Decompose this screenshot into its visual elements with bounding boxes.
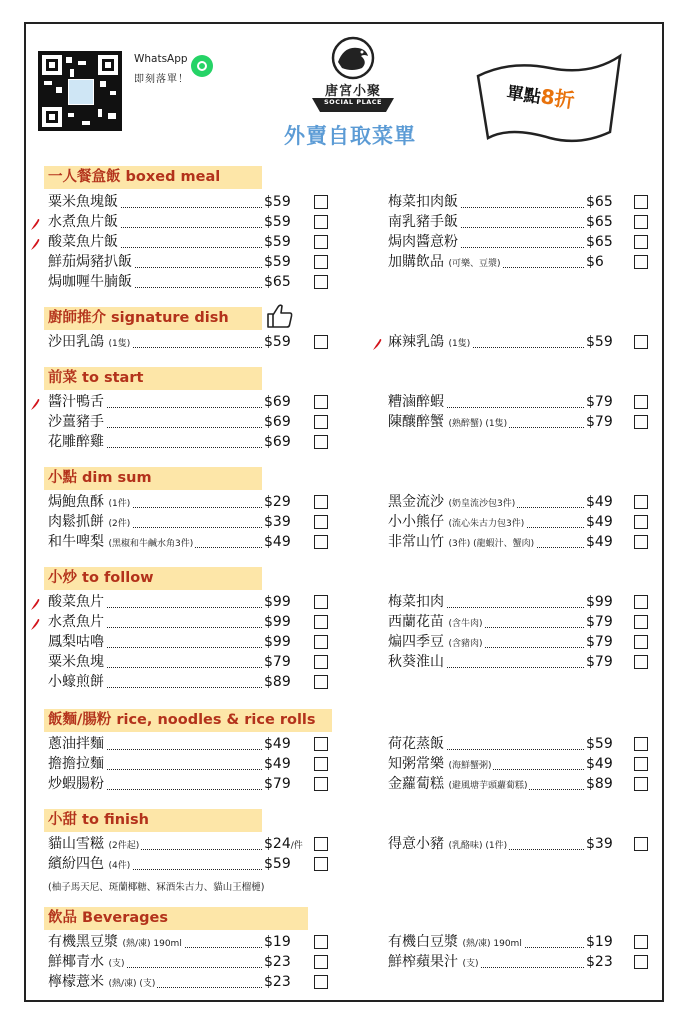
- menu-item-name: [48, 755, 106, 774]
- menu-item-name: [48, 673, 106, 692]
- order-checkbox[interactable]: [634, 655, 648, 669]
- order-checkbox[interactable]: [634, 335, 648, 349]
- menu-item-label: 粟米魚塊: [48, 654, 104, 670]
- price-value: $19: [264, 934, 291, 950]
- dessert-flavors-note: (柚子馬天尼、斑蘭椰糖、冧酒朱古力、貓山王榴槤): [48, 882, 265, 893]
- whatsapp-icon[interactable]: [191, 55, 213, 77]
- price-value: $99: [264, 634, 291, 650]
- menu-item-label: 肉鬆抓餅: [48, 514, 104, 530]
- order-checkbox[interactable]: [314, 975, 328, 989]
- menu-item-name: [48, 213, 120, 232]
- menu-item-note: (含牛肉): [448, 619, 483, 629]
- order-checkbox[interactable]: [634, 235, 648, 249]
- price-value: $19: [586, 934, 613, 950]
- menu-item-price: [264, 273, 291, 292]
- menu-item-label: 檸檬薏米: [48, 974, 104, 990]
- menu-item-note: (3件) (龍蝦汁、蟹肉): [448, 539, 535, 549]
- menu-item-label: 酸菜魚片飯: [48, 234, 118, 250]
- menu-item-note: (2件): [108, 519, 131, 529]
- menu-item-name: [48, 513, 132, 534]
- price-value: $59: [586, 334, 613, 350]
- menu-item-label: 小蠔煎餅: [48, 674, 104, 690]
- menu-item-price: [264, 973, 291, 992]
- menu-item-price: [586, 735, 613, 754]
- price-value: $49: [586, 534, 613, 550]
- menu-item-name: [388, 233, 460, 252]
- menu-item-name: [48, 973, 157, 994]
- menu-item-note: (乳酪味) (1件): [448, 841, 508, 851]
- menu-item-note: (熱/凍) (支): [108, 979, 156, 989]
- menu-item-label: 煸四季豆: [388, 634, 444, 650]
- thumbs-up-icon: [266, 303, 294, 329]
- price-value: $59: [264, 254, 291, 270]
- menu-item-price: [586, 835, 613, 854]
- menu-item-label: 酸菜魚片: [48, 594, 104, 610]
- price-suffix: /件: [290, 841, 303, 851]
- menu-item-label: 麻辣乳鴿: [388, 334, 444, 350]
- order-checkbox[interactable]: [634, 595, 648, 609]
- menu-item-name: [48, 253, 134, 272]
- price-value: $79: [586, 654, 613, 670]
- menu-item-price: [586, 755, 613, 774]
- menu-item-label: 鮮榨蘋果汁: [388, 954, 458, 970]
- menu-item-price: [586, 653, 613, 672]
- menu-item-name: [388, 613, 484, 634]
- price-value: $24: [264, 836, 291, 852]
- price-value: $65: [586, 194, 613, 210]
- menu-item-label: 鮮椰青水: [48, 954, 104, 970]
- price-value: $39: [264, 514, 291, 530]
- price-value: $99: [586, 594, 613, 610]
- menu-item-name: [48, 333, 132, 354]
- menu-item-price: [586, 233, 613, 252]
- menu-item-label: 黑金流沙: [388, 494, 444, 510]
- menu-item-name: [48, 633, 106, 652]
- menu-item-price: [586, 413, 613, 432]
- menu-item-price: [586, 775, 613, 794]
- price-value: $89: [586, 776, 613, 792]
- menu-item-price: [586, 513, 613, 532]
- price-value: $59: [264, 334, 291, 350]
- menu-item-label: 西蘭花苗: [388, 614, 444, 630]
- menu-item-price: [586, 213, 613, 232]
- menu-item-price: [586, 493, 613, 512]
- order-checkbox[interactable]: [634, 195, 648, 209]
- menu-item-label: 鮮茄焗豬扒飯: [48, 254, 132, 270]
- menu-item-price: [586, 593, 613, 612]
- logo-chinese-name: 唐宮小聚: [324, 84, 381, 99]
- menu-item-price: [586, 533, 613, 552]
- menu-item-price: [264, 855, 291, 874]
- menu-item-label: 陳釀醉蟹: [388, 414, 444, 430]
- price-value: $69: [264, 394, 291, 410]
- price-value: $6: [586, 254, 604, 270]
- menu-item-note: (1件): [108, 499, 131, 509]
- order-checkbox[interactable]: [314, 857, 328, 871]
- menu-item-label: 秋葵淮山: [388, 654, 444, 670]
- menu-item-label: 花雕醉雞: [48, 434, 104, 450]
- price-value: $39: [586, 836, 613, 852]
- menu-item-price: [586, 953, 613, 972]
- promo-discount: 8折: [539, 84, 577, 113]
- menu-item-label: 和牛啤梨: [48, 534, 104, 550]
- menu-item-label: 非常山竹: [388, 534, 444, 550]
- menu-item-note: (支): [108, 959, 125, 969]
- section-header: 飲品 Beverages: [44, 907, 308, 930]
- qr-center-logo: [68, 79, 94, 105]
- price-value: $65: [264, 274, 291, 290]
- menu-item-note: (熟醉蟹) (1隻): [448, 419, 508, 429]
- menu-item-note: (奶皇流沙包3件): [448, 499, 516, 509]
- menu-item-name: [48, 775, 106, 794]
- price-value: $79: [264, 776, 291, 792]
- order-checkbox[interactable]: [634, 955, 648, 969]
- promo-prefix: 單點: [505, 83, 542, 108]
- price-value: $99: [264, 594, 291, 610]
- order-checkbox[interactable]: [634, 635, 648, 649]
- menu-item-label: 知粥常樂: [388, 756, 444, 772]
- menu-item-label: 焗咖喱牛腩飯: [48, 274, 132, 290]
- order-checkbox[interactable]: [634, 515, 648, 529]
- price-value: $23: [586, 954, 613, 970]
- price-value: $65: [586, 214, 613, 230]
- section-header: 前菜 to start: [44, 367, 262, 390]
- menu-item-note: (流心朱古力包3件): [448, 519, 525, 529]
- menu-item-name: [388, 593, 446, 612]
- price-value: $65: [586, 234, 613, 250]
- menu-item-label: 金蘿蔔糕: [388, 776, 444, 792]
- section-header: 廚師推介 signature dish: [44, 307, 262, 330]
- menu-item-label: 沙田乳鴿: [48, 334, 104, 350]
- price-value: $29: [264, 494, 291, 510]
- page-title: 外賣自取菜單: [284, 124, 416, 148]
- price-value: $69: [264, 434, 291, 450]
- menu-item-label: 焗鮑魚酥: [48, 494, 104, 510]
- menu-item-name: [48, 273, 134, 292]
- section-header: 小甜 to finish: [44, 809, 262, 832]
- menu-item-note: (熱/凍) 190ml: [122, 939, 182, 949]
- menu-item-label: 鳳梨咕嚕: [48, 634, 104, 650]
- menu-item-price: [586, 333, 613, 352]
- menu-item-note: (含豬肉): [448, 639, 483, 649]
- menu-item-label: 水煮魚片: [48, 614, 104, 630]
- menu-item-note: (支): [462, 959, 479, 969]
- menu-item-label: 繽紛四色: [48, 856, 104, 872]
- order-checkbox[interactable]: [634, 615, 648, 629]
- menu-item-label: 蔥油拌麵: [48, 736, 104, 752]
- menu-item: [0, 273, 691, 292]
- menu-item-name: [48, 653, 106, 672]
- menu-item-note: (避風塘芋頭蘿蔔糕): [448, 781, 528, 791]
- section-header: 小點 dim sum: [44, 467, 262, 490]
- price-value: $59: [264, 194, 291, 210]
- price-value: $59: [264, 234, 291, 250]
- menu-item-price: [586, 193, 613, 212]
- menu-item-name: [48, 953, 126, 974]
- menu-item: [0, 855, 691, 874]
- price-value: $23: [264, 974, 291, 990]
- menu-item-name: [388, 253, 502, 274]
- whatsapp-order-now: 即刻落單！: [134, 74, 189, 85]
- menu-item-name: [388, 333, 472, 354]
- price-value: $59: [264, 214, 291, 230]
- order-checkbox[interactable]: [314, 435, 328, 449]
- menu-item-name: [48, 835, 141, 856]
- menu-item-label: 加購飲品: [388, 254, 444, 270]
- order-checkbox[interactable]: [634, 255, 648, 269]
- price-value: $59: [264, 856, 291, 872]
- menu-item-note: (2件起): [108, 841, 140, 851]
- menu-item-price: [264, 433, 291, 452]
- menu-item-name: [388, 835, 509, 856]
- menu-item-name: [388, 633, 484, 654]
- menu-item-label: 荷花蒸飯: [388, 736, 444, 752]
- menu-item-name: [48, 193, 120, 212]
- menu-item-name: [48, 413, 106, 432]
- whatsapp-qr-code[interactable]: [38, 51, 122, 131]
- menu-item-name: [48, 393, 106, 412]
- price-value: $23: [264, 954, 291, 970]
- order-checkbox[interactable]: [634, 777, 648, 791]
- price-value: $99: [264, 614, 291, 630]
- menu-item-price: [586, 933, 613, 952]
- menu-item-price: [586, 393, 613, 412]
- menu-item-label: 水煮魚片飯: [48, 214, 118, 230]
- menu-item-note: (1隻): [108, 339, 131, 349]
- menu-item-note: (可樂、豆漿): [448, 259, 501, 269]
- order-checkbox[interactable]: [314, 275, 328, 289]
- menu-item-name: [388, 953, 480, 974]
- menu-item-name: [388, 493, 517, 514]
- order-checkbox[interactable]: [634, 757, 648, 771]
- whatsapp-label: WhatsApp: [134, 53, 188, 65]
- menu-item-label: 焗肉醬意粉: [388, 234, 458, 250]
- menu-item-note: (1隻): [448, 339, 471, 349]
- menu-item-name: [388, 533, 536, 554]
- menu-item: [0, 973, 691, 992]
- menu-item-note: (黑椒和牛鹹水角3件): [108, 539, 194, 549]
- price-value: $49: [264, 736, 291, 752]
- menu-item-name: [388, 193, 460, 212]
- menu-item-name: [48, 613, 106, 632]
- menu-item-name: [388, 413, 509, 434]
- menu-item-label: 貓山雪糍: [48, 836, 104, 852]
- menu-item-name: [48, 433, 106, 452]
- section-header: 一人餐盒飯 boxed meal: [44, 166, 262, 189]
- price-value: $59: [586, 736, 613, 752]
- menu-item-name: [48, 933, 184, 954]
- menu-item-price: [264, 673, 291, 692]
- section-header: 飯麵/腸粉 rice, noodles & rice rolls: [44, 709, 332, 732]
- menu-item-name: [388, 513, 526, 534]
- menu-item-label: 醬汁鴨舌: [48, 394, 104, 410]
- menu-item-note: (海鮮蟹粥): [448, 761, 492, 771]
- section-header: 小炒 to follow: [44, 567, 262, 590]
- logo-english-name: SOCIAL PLACE: [324, 98, 382, 106]
- price-value: $49: [586, 514, 613, 530]
- menu-item-name: [388, 933, 524, 954]
- price-value: $69: [264, 414, 291, 430]
- order-checkbox[interactable]: [634, 415, 648, 429]
- menu-item-label: 粟米魚塊飯: [48, 194, 118, 210]
- menu-item: [0, 433, 691, 452]
- menu-item-name: [388, 393, 446, 412]
- menu-item-name: [388, 213, 460, 232]
- menu-item-name: [48, 533, 195, 554]
- order-checkbox[interactable]: [634, 837, 648, 851]
- order-checkbox[interactable]: [314, 675, 328, 689]
- menu-item-name: [388, 735, 446, 754]
- menu-item-name: [388, 755, 493, 776]
- order-checkbox[interactable]: [634, 495, 648, 509]
- menu-item-label: 糟滷醉蝦: [388, 394, 444, 410]
- order-checkbox[interactable]: [634, 737, 648, 751]
- price-value: $49: [586, 756, 613, 772]
- menu-item-price: [586, 633, 613, 652]
- menu-item-label: 梅菜扣肉: [388, 594, 444, 610]
- order-checkbox[interactable]: [634, 395, 648, 409]
- price-value: $79: [586, 394, 613, 410]
- menu-item-name: [388, 775, 529, 796]
- price-value: $79: [586, 614, 613, 630]
- price-value: $79: [586, 634, 613, 650]
- order-checkbox[interactable]: [634, 935, 648, 949]
- menu-item-label: 小小熊仔: [388, 514, 444, 530]
- menu-item-name: [48, 493, 132, 514]
- menu-item-note: (4件): [108, 861, 131, 871]
- menu-item-label: 梅菜扣肉飯: [388, 194, 458, 210]
- menu-item-name: [48, 855, 132, 876]
- menu-item-price: [586, 253, 604, 272]
- menu-item-name: [48, 233, 120, 252]
- price-value: $79: [586, 414, 613, 430]
- menu-item-label: 炒蝦腸粉: [48, 776, 104, 792]
- menu-item-label: 南乳豬手飯: [388, 214, 458, 230]
- price-value: $89: [264, 674, 291, 690]
- price-value: $49: [264, 756, 291, 772]
- price-value: $49: [586, 494, 613, 510]
- menu-item-name: [48, 593, 106, 612]
- menu-item-label: 有機白豆漿: [388, 934, 458, 950]
- menu-item-name: [388, 653, 446, 672]
- menu-item: [0, 673, 691, 692]
- price-value: $79: [264, 654, 291, 670]
- price-value: $49: [264, 534, 291, 550]
- menu-item-name: [48, 735, 106, 754]
- order-checkbox[interactable]: [634, 215, 648, 229]
- menu-item-label: 擔擔拉麵: [48, 756, 104, 772]
- order-checkbox[interactable]: [634, 535, 648, 549]
- menu-item-note: (熱/凍) 190ml: [462, 939, 522, 949]
- menu-item-label: 得意小豬: [388, 836, 444, 852]
- menu-item-label: 沙薑豬手: [48, 414, 104, 430]
- menu-item-label: 有機黑豆漿: [48, 934, 118, 950]
- menu-item-price: [586, 613, 613, 632]
